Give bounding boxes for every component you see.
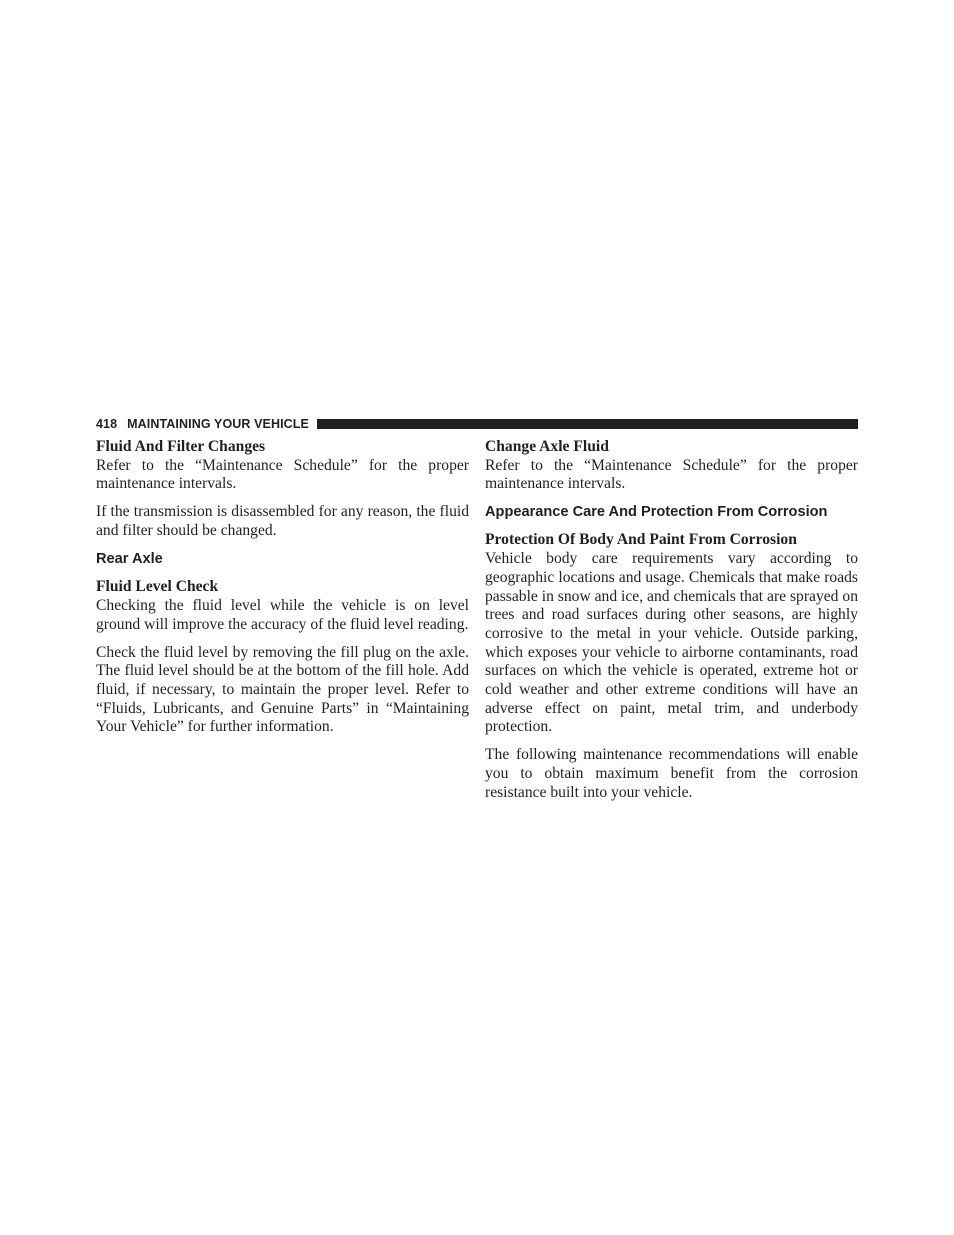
left-column <box>96 438 469 746</box>
paragraph-fluid-filter-intervals: Refer to the “Maintenance Schedule” for the proper maintenance intervals. <box>96 456 469 493</box>
page-number: 418 <box>96 417 118 431</box>
paragraph-fill-plug: Check the fluid level by removing the fill plug on the axle. The fluid level should be at the bottom of the fill hole. Add fluid, if necessary, to maintain the proper level. Refer to “Fluids, Lubricants, and Genuine Parts” in “Maintaining Your Vehicle” for further information. <box>96 643 469 736</box>
paragraph-maintenance-recommendations: The following maintenance recommendations will enable you to obtain maximum benefit from the corrosion resistance built into your vehicle. <box>485 746 858 801</box>
heading-fluid-level-check: Fluid Level Check <box>96 578 219 596</box>
page-header <box>96 416 858 432</box>
paragraph-transmission-disassembled: If the transmission is disassembled for any reason, the fluid and filter should be changed. <box>96 503 469 540</box>
heading-rear-axle: Rear Axle <box>96 551 163 568</box>
paragraph-body-care-requirements: Vehicle body care requirements vary according to geographic locations and usage. Chemicals that make roads passable in snow and ice, and chemicals that are sprayed on trees and road surfaces during other seasons, are highly corrosive to the metal in your vehicle. Outside parking, which exposes your vehicle to airborne contaminants, road surfaces on which the vehicle is operated, extreme hot or cold weather and other extreme conditions will have an adverse effect on paint, metal trim, and underbody protection. <box>485 550 858 736</box>
heading-fluid-filter-changes: Fluid And Filter Changes <box>96 438 266 455</box>
heading-change-axle-fluid: Change Axle Fluid <box>485 438 609 455</box>
section-title: MAINTAINING YOUR VEHICLE <box>127 417 309 431</box>
paragraph-axle-intervals: Refer to the “Maintenance Schedule” for the proper maintenance intervals. <box>485 456 858 493</box>
header-rule <box>317 419 858 429</box>
heading-body-paint-protection: Protection Of Body And Paint From Corrosion <box>485 531 797 549</box>
heading-appearance-care: Appearance Care And Protection From Corrosion <box>485 504 828 521</box>
right-column <box>485 438 858 812</box>
paragraph-fluid-level-ground: Checking the fluid level while the vehicle is on level ground will improve the accuracy of the fluid level reading. <box>96 596 469 633</box>
